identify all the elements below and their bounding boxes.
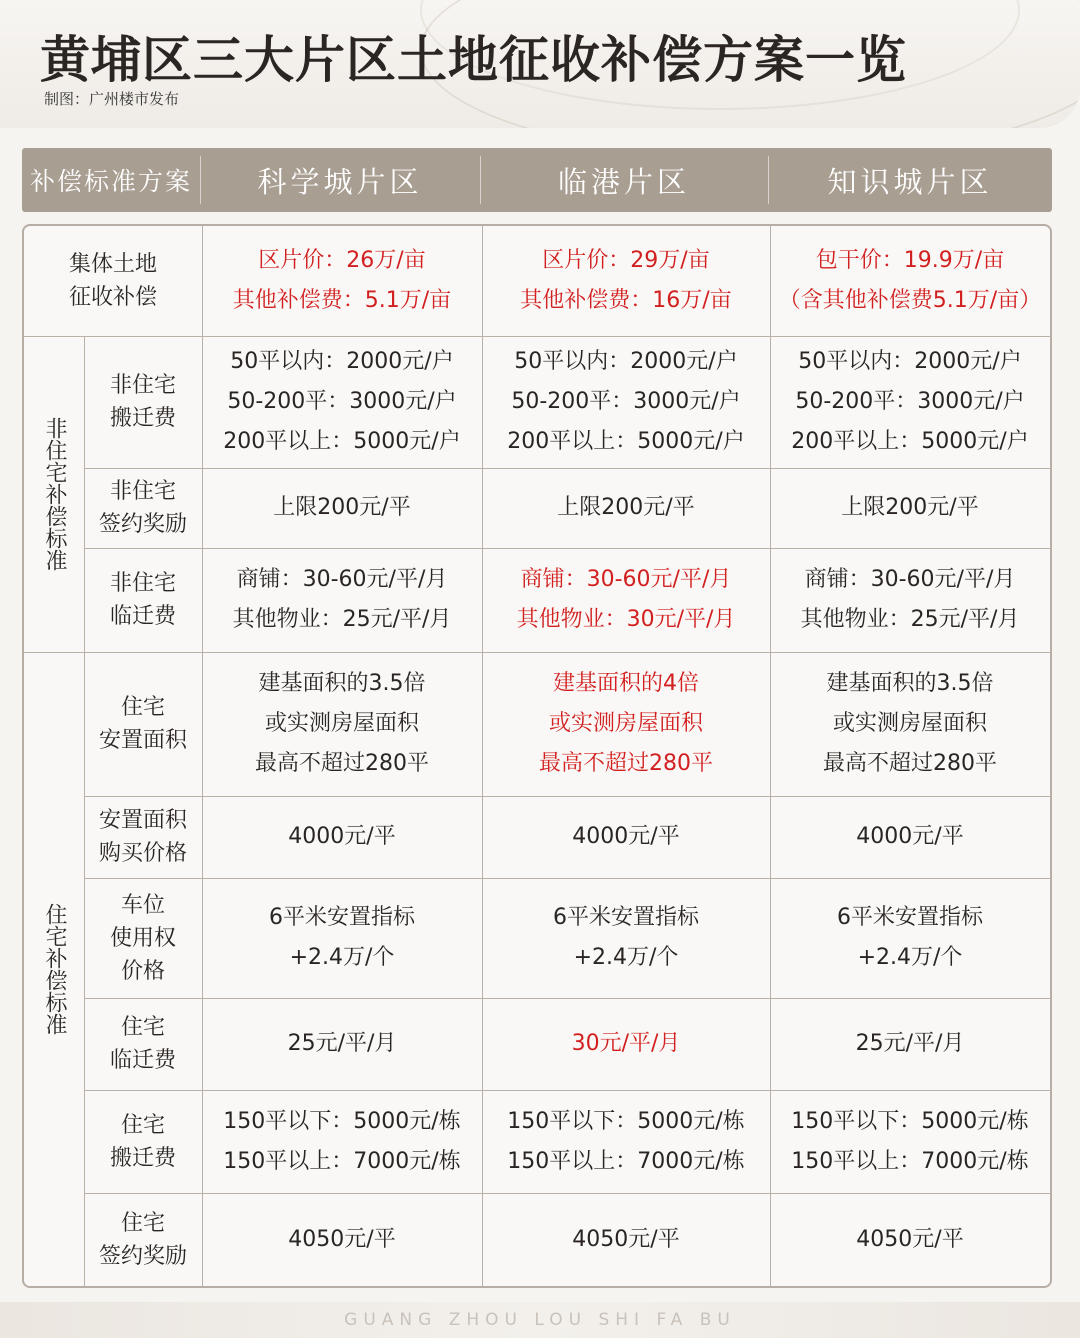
row-label-collective-land: [24, 226, 202, 336]
cell-line: 50-200平：3000元/户: [227, 389, 457, 414]
cell-res-signing-bonus-knowledge-city: [770, 1193, 1050, 1286]
cell-nonres-signing-bonus-science-city: [202, 468, 482, 548]
row-label-line: 住宅: [120, 695, 165, 720]
cell-line: +2.4万/个: [573, 945, 679, 970]
cell-res-relocation-lingang: [482, 1090, 770, 1193]
row-label-line: 非住宅: [109, 479, 176, 504]
cell-line: 30元/平/月: [571, 1031, 681, 1056]
cell-line: 其他物业：25元/平/月: [232, 607, 452, 632]
cell-parking-right-price-lingang: [482, 878, 770, 998]
row-label-line: 搬迁费: [109, 406, 176, 431]
cell-line: 150平以上：7000元/栋: [223, 1148, 461, 1174]
row-label-line: 搬迁费: [109, 1145, 176, 1171]
row-label-res-signing-bonus: [84, 1193, 202, 1286]
cell-line: 或实测房屋面积: [832, 711, 987, 736]
row-label-line: 住宅: [120, 1210, 165, 1236]
cell-line: 上限200元/平: [557, 495, 695, 520]
page-title: 黄埔区三大片区土地征收补偿方案一览: [40, 30, 907, 89]
cell-line: 50平以内：2000元/户: [514, 349, 738, 374]
cell-nonres-relocation-science-city: [202, 336, 482, 468]
cell-line: 区片价：26万/亩: [258, 248, 426, 273]
cell-nonres-signing-bonus-lingang: [482, 468, 770, 548]
row-label-line: 安置面积: [98, 728, 187, 753]
cell-line: 150平以上：7000元/栋: [791, 1148, 1029, 1174]
cell-line: 其他补偿费：16万/亩: [520, 288, 732, 313]
cell-parking-right-price-knowledge-city: [770, 878, 1050, 998]
cell-resettlement-purchase-price-knowledge-city: [770, 796, 1050, 878]
cell-res-temp-relocation-science-city: [202, 998, 482, 1090]
row-label-nonres-signing-bonus: [84, 468, 202, 548]
cell-line: 或实测房屋面积: [548, 711, 703, 736]
cell-line: 200平以上：5000元/户: [223, 429, 461, 454]
row-label-line: 使用权: [109, 925, 176, 951]
row-label-res-resettlement-area: [84, 652, 202, 796]
row-label-line: 购买价格: [98, 841, 187, 866]
row-label-line: 住宅: [120, 1015, 165, 1040]
cell-line: 建基面积的4倍: [553, 671, 699, 696]
cell-nonres-relocation-knowledge-city: [770, 336, 1050, 468]
cell-collective-land-knowledge-city: [770, 226, 1050, 336]
cell-line: 区片价：29万/亩: [542, 248, 710, 273]
row-label-resettlement-purchase-price: [84, 796, 202, 878]
cell-line: 建基面积的3.5倍: [826, 671, 994, 696]
cell-line: 6平米安置指标: [553, 905, 699, 930]
row-label-line: 非住宅: [109, 571, 176, 596]
cell-line: 上限200元/平: [273, 495, 411, 520]
cell-line: 4050元/平: [288, 1226, 396, 1252]
column-header-lingang: 临港片区: [480, 148, 768, 212]
cell-line: 商铺：30-60元/平/月: [236, 567, 448, 592]
row-label-line: 车位: [120, 892, 165, 918]
column-header-knowledge-city: 知识城片区: [768, 148, 1052, 212]
cell-collective-land-science-city: [202, 226, 482, 336]
cell-line: 50平以内：2000元/户: [230, 349, 454, 374]
cell-nonres-signing-bonus-knowledge-city: [770, 468, 1050, 548]
row-label-line: 价格: [120, 958, 165, 984]
cell-line: 最高不超过280平: [539, 751, 713, 776]
row-label-line: 征收补偿: [68, 285, 157, 310]
column-header-science-city: 科学城片区: [200, 148, 480, 212]
cell-line: 包干价：19.9万/亩: [815, 248, 1005, 273]
group-label-non-residential: 非住宅补偿标准: [42, 417, 67, 571]
cell-res-relocation-science-city: [202, 1090, 482, 1193]
cell-nonres-temp-relocation-lingang: [482, 548, 770, 652]
row-label-line: 临迁费: [109, 604, 176, 629]
column-header: [22, 148, 1052, 212]
cell-line: 商铺：30-60元/平/月: [520, 567, 732, 592]
row-label-parking-right-price: [84, 878, 202, 998]
cell-line: 150平以上：7000元/栋: [507, 1148, 745, 1174]
cell-res-signing-bonus-science-city: [202, 1193, 482, 1286]
cell-line: 其他补偿费：5.1万/亩: [232, 288, 452, 313]
cell-line: 150平以下：5000元/栋: [791, 1108, 1029, 1134]
cell-res-temp-relocation-knowledge-city: [770, 998, 1050, 1090]
cell-line: 上限200元/平: [841, 495, 979, 520]
row-label-line: 非住宅: [109, 373, 176, 398]
group-label-residential: 住宅补偿标准: [42, 903, 67, 1035]
cell-res-resettlement-area-knowledge-city: [770, 652, 1050, 796]
compensation-table: [22, 224, 1052, 1288]
cell-line: 4000元/平: [288, 824, 396, 849]
cell-res-temp-relocation-lingang: [482, 998, 770, 1090]
cell-nonres-temp-relocation-science-city: [202, 548, 482, 652]
cell-line: 150平以下：5000元/栋: [507, 1108, 745, 1134]
cell-line: （含其他补偿费5.1万/亩）: [778, 288, 1042, 313]
cell-res-resettlement-area-science-city: [202, 652, 482, 796]
cell-line: 6平米安置指标: [269, 905, 415, 930]
cell-nonres-temp-relocation-knowledge-city: [770, 548, 1050, 652]
cell-line: 4050元/平: [572, 1226, 680, 1252]
row-label-nonres-relocation: [84, 336, 202, 468]
cell-line: +2.4万/个: [289, 945, 395, 970]
credit-text: 制图：广州楼市发布: [44, 90, 180, 108]
column-header-standard: 补偿标准方案: [29, 167, 192, 196]
cell-line: 建基面积的3.5倍: [258, 671, 426, 696]
cell-line: 6平米安置指标: [837, 905, 983, 930]
cell-res-relocation-knowledge-city: [770, 1090, 1050, 1193]
cell-nonres-relocation-lingang: [482, 336, 770, 468]
row-label-line: 住宅: [120, 1112, 165, 1138]
cell-line: 最高不超过280平: [255, 751, 429, 776]
row-label-line: 签约奖励: [98, 512, 187, 537]
cell-line: 50-200平：3000元/户: [795, 389, 1025, 414]
row-label-nonres-temp-relocation: [84, 548, 202, 652]
cell-parking-right-price-science-city: [202, 878, 482, 998]
cell-line: 200平以上：5000元/户: [791, 429, 1029, 454]
cell-line: 4000元/平: [572, 824, 680, 849]
cell-line: 商铺：30-60元/平/月: [804, 567, 1016, 592]
row-label-line: 集体土地: [68, 252, 157, 277]
row-label-line: 安置面积: [98, 808, 187, 833]
row-label-line: 临迁费: [109, 1048, 176, 1073]
cell-res-resettlement-area-lingang: [482, 652, 770, 796]
cell-resettlement-purchase-price-science-city: [202, 796, 482, 878]
row-label-res-relocation: [84, 1090, 202, 1193]
cell-line: 4000元/平: [856, 824, 964, 849]
cell-line: 25元/平/月: [855, 1031, 965, 1056]
row-label-line: 签约奖励: [98, 1243, 187, 1269]
cell-line: 其他物业：25元/平/月: [800, 607, 1020, 632]
header-banner: [0, 0, 1080, 128]
cell-line: +2.4万/个: [857, 945, 963, 970]
cell-resettlement-purchase-price-lingang: [482, 796, 770, 878]
cell-line: 其他物业：30元/平/月: [516, 607, 736, 632]
cell-line: 50-200平：3000元/户: [511, 389, 741, 414]
cell-collective-land-lingang: [482, 226, 770, 336]
cell-line: 200平以上：5000元/户: [507, 429, 745, 454]
cell-line: 50平以内：2000元/户: [798, 349, 1022, 374]
cell-line: 或实测房屋面积: [264, 711, 419, 736]
footer-watermark: GUANG ZHOU LOU SHI FA BU: [0, 1302, 1080, 1338]
cell-res-signing-bonus-lingang: [482, 1193, 770, 1286]
cell-line: 最高不超过280平: [823, 751, 997, 776]
cell-line: 25元/平/月: [287, 1031, 397, 1056]
cell-line: 150平以下：5000元/栋: [223, 1108, 461, 1134]
cell-line: 4050元/平: [856, 1226, 964, 1252]
row-label-res-temp-relocation: [84, 998, 202, 1090]
